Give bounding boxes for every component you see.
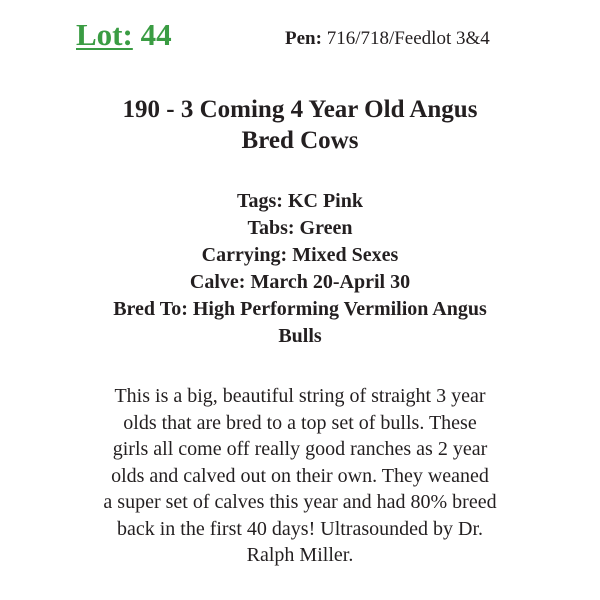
description-line: Ralph Miller. — [246, 544, 354, 566]
pen-value: 716/718/Feedlot 3&4 — [326, 28, 490, 49]
lot-header — [0, 0, 600, 60]
description-line: a super set of calves this year and had 80% breed — [103, 491, 497, 513]
description-line: girls all come off really good ranches as 2 year — [112, 438, 488, 460]
title-line: 190 - 3 Coming 4 Year Old Angus — [122, 96, 478, 123]
detail-carrying: Carrying: Mixed Sexes — [201, 244, 399, 266]
detail-tags: Tags: KC Pink — [237, 190, 363, 212]
detail-bred-to-continued: Bulls — [278, 325, 322, 347]
pen-label: Pen: — [285, 28, 322, 49]
lot-label: Lot: — [76, 17, 133, 52]
lot-title — [40, 94, 560, 156]
detail-calve: Calve: March 20-April 30 — [189, 271, 411, 293]
description-line: olds that are bred to a top set of bulls. These — [123, 411, 477, 434]
lot-details — [40, 188, 560, 350]
description-line: olds and calved out on their own. They weaned — [111, 464, 489, 487]
lot-number: 44 — [140, 17, 172, 52]
description-line: back in the first 40 days! Ultrasounded by Dr. — [116, 517, 484, 540]
pen-info — [285, 27, 490, 51]
description-line: This is a big, beautiful string of straight 3 year — [114, 385, 486, 407]
title-line: Bred Cows — [241, 127, 359, 154]
detail-bred-to: Bred To: High Performing Vermilion Angus — [113, 298, 487, 320]
lot-description — [40, 383, 560, 569]
lot-heading — [76, 17, 172, 53]
detail-tabs: Tabs: Green — [247, 217, 353, 239]
